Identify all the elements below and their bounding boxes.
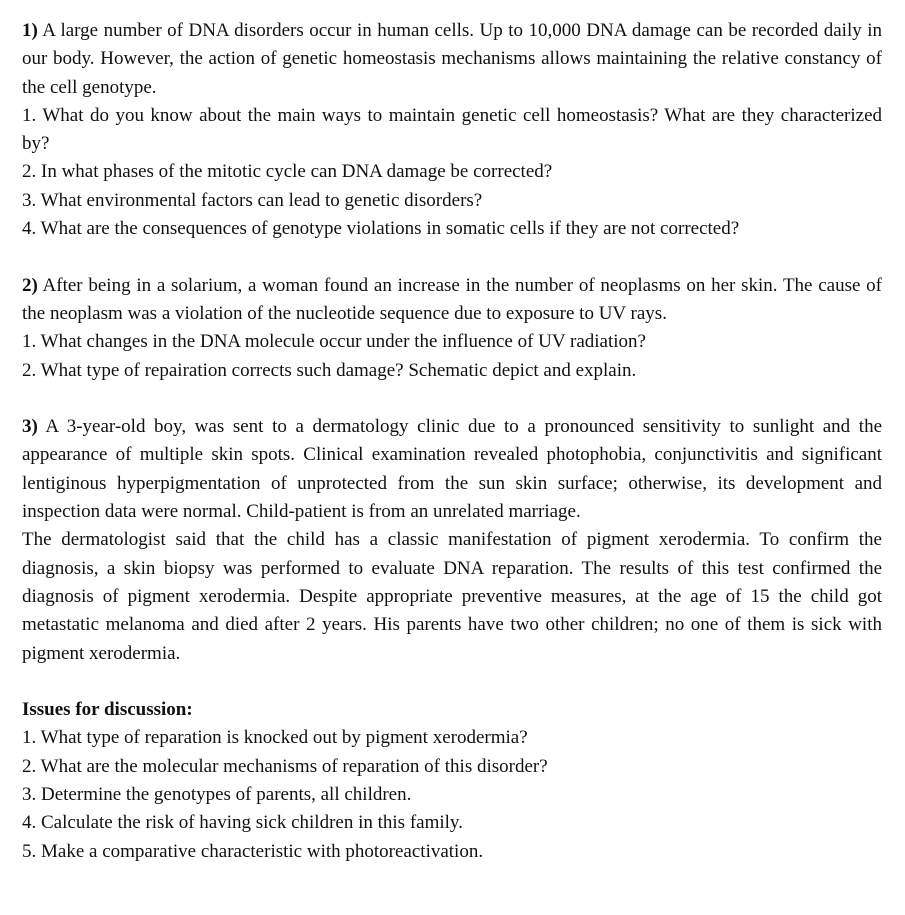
discussion-question-4: 4. Calculate the risk of having sick children in this family.: [22, 812, 463, 834]
section3-intro-text: A 3-year-old boy, was sent to a dermatology clinic due to a pronounced sensitivity to sunlight and the appearance of multiple skin spots. Clinical examination revealed photophobia, conjunctivitis and significant lentiginous hyperpigmentation of unprotected from the sun skin surface; otherwise, its development and inspection data were normal. Child-patient is from an unrelated marriage.: [22, 416, 882, 523]
section1-intro: [22, 17, 882, 102]
section2-intro: [22, 272, 882, 329]
discussion-question-2: 2. What are the molecular mechanisms of reparation of this disorder?: [22, 755, 548, 777]
discussion-question-3: 3. Determine the genotypes of parents, all children.: [22, 784, 412, 806]
section1-question-4: 4. What are the consequences of genotype violations in somatic cells if they are not corrected?: [22, 218, 740, 240]
section1-intro-text: A large number of DNA disorders occur in human cells. Up to 10,000 DNA damage can be recorded daily in our body. However, the action of genetic homeostasis mechanisms allows maintaining the relative constancy of the cell genotype.: [22, 20, 883, 98]
section3-number: 3): [22, 416, 38, 438]
spacer: [22, 385, 882, 413]
section1-question-1: 1. What do you know about the main ways to maintain genetic cell homeostasis? What are they characterized by?: [22, 104, 882, 155]
section2-question-2: 2. What type of repairation corrects such damage? Schematic depict and explain.: [22, 359, 637, 381]
discussion-question-1: 1. What type of reparation is knocked out by pigment xerodermia?: [22, 727, 528, 749]
section2-question-1: 1. What changes in the DNA molecule occur under the influence of UV radiation?: [22, 331, 646, 353]
spacer: [22, 243, 882, 271]
spacer: [22, 668, 882, 696]
section2-number: 2): [22, 274, 38, 296]
section3-paragraph-2: The dermatologist said that the child has a classic manifestation of pigment xerodermia. To confirm the diagnosis, a skin biopsy was performed to evaluate DNA reparation. The results of this test confirmed the diagnosis of pigment xerodermia. Despite appropriate preventive measures, at the age of 15 the child got metastatic melanoma and died after 2 years. His parents have two other children; no one of them is sick with pigment xerodermia.: [22, 529, 882, 664]
section3-intro: [22, 413, 882, 526]
discussion-question-5: 5. Make a comparative characteristic with photoreactivation.: [22, 840, 484, 862]
section1-question-3: 3. What environmental factors can lead to genetic disorders?: [22, 189, 483, 211]
discussion-heading: Issues for discussion:: [22, 699, 193, 721]
section1-number: 1): [22, 20, 38, 41]
section2-intro-text: After being in a solarium, a woman found an increase in the number of neoplasms on her skin. The cause of the neoplasm was a violation of the nucleotide sequence due to exposure to UV rays.: [22, 274, 882, 324]
document-page: [22, 17, 882, 866]
section1-question-2: 2. In what phases of the mitotic cycle can DNA damage be corrected?: [22, 161, 553, 183]
